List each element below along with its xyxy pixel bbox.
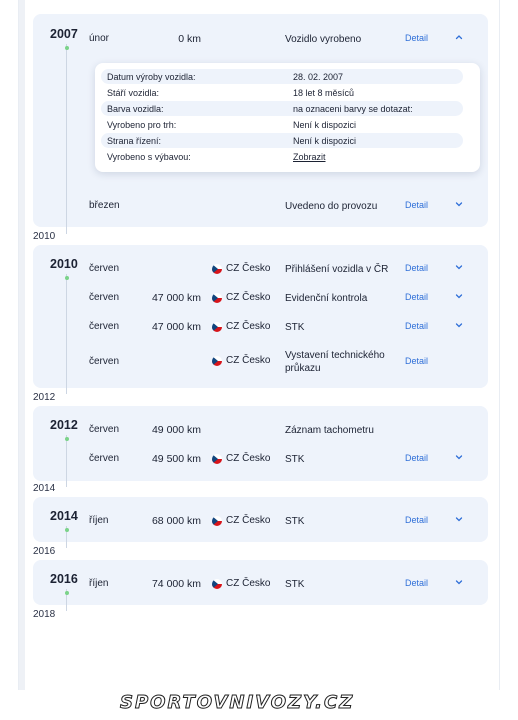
row-month: červen [89, 292, 120, 303]
row-month: říjen [89, 515, 109, 526]
group-year: 2014 [50, 509, 78, 523]
row-month: říjen [89, 578, 109, 589]
detail-link[interactable]: Detail [405, 321, 429, 331]
country-label: CZ Česko [226, 515, 271, 526]
popup-label: Datum výroby vozidla: [107, 72, 196, 82]
row-event: Přihlášení vozidla v ČR [285, 264, 389, 275]
row-month: červen [89, 356, 120, 367]
popup-row [101, 85, 463, 100]
show-equipment-link[interactable]: Zobrazit [293, 152, 326, 162]
row-country [212, 263, 270, 274]
popup-row [101, 117, 463, 132]
timeline-row [0, 321, 518, 337]
popup-label: Vyrobeno s výbavou: [107, 152, 191, 162]
row-country [212, 453, 270, 464]
row-event: STK [285, 322, 305, 333]
row-country [212, 578, 270, 589]
timeline-row [0, 349, 518, 377]
country-label: CZ Česko [226, 355, 271, 366]
chevron-down-icon[interactable] [454, 320, 464, 330]
czech-flag-icon [212, 322, 222, 332]
group-year: 2010 [50, 257, 78, 271]
chevron-down-icon[interactable] [454, 514, 464, 524]
row-event: Vystavení technického průkazu [285, 350, 385, 374]
row-km: 49 000 km [151, 424, 201, 436]
timeline-card-2012 [33, 406, 488, 481]
row-country [212, 515, 270, 526]
row-event: STK [285, 516, 305, 527]
detail-link[interactable]: Detail [405, 263, 429, 273]
row-month: březen [89, 200, 120, 211]
czech-flag-icon [212, 293, 222, 303]
row-country [212, 321, 270, 332]
row-event: Uvedeno do provozu [285, 201, 378, 212]
row-month: únor [89, 33, 110, 44]
detail-link[interactable]: Detail [405, 515, 429, 525]
popup-row [101, 133, 463, 148]
row-km: 49 500 km [151, 453, 201, 465]
row-km: 74 000 km [151, 578, 201, 590]
row-month: červen [89, 321, 120, 332]
czech-flag-icon [212, 579, 222, 589]
timeline-row [0, 578, 518, 594]
group-end-year: 2018 [33, 609, 56, 620]
popup-label: Barva vozidla: [107, 104, 164, 114]
chevron-down-icon[interactable] [454, 199, 464, 209]
detail-link[interactable]: Detail [405, 200, 429, 210]
timeline-row [0, 424, 518, 440]
country-label: CZ Česko [226, 453, 271, 464]
site-watermark: SPORTOVNIVOZY.CZ [120, 692, 355, 713]
popup-value: na oznaceni barvy se dotazat: [293, 104, 413, 114]
country-label: CZ Česko [226, 292, 271, 303]
popup-value: 28. 02. 2007 [293, 72, 344, 82]
row-country [212, 292, 270, 303]
row-event: STK [285, 454, 305, 465]
czech-flag-icon [212, 264, 222, 274]
chevron-down-icon[interactable] [454, 452, 464, 462]
group-end-year: 2012 [33, 392, 56, 403]
timeline-row [0, 33, 518, 49]
detail-link[interactable]: Detail [405, 356, 429, 366]
popup-value: 18 let 8 měsíců [293, 88, 355, 98]
row-km: 47 000 km [151, 292, 201, 304]
timeline-row [0, 200, 518, 216]
row-event: STK [285, 579, 305, 590]
czech-flag-icon [212, 454, 222, 464]
czech-flag-icon [212, 516, 222, 526]
country-label: CZ Česko [226, 263, 271, 274]
chevron-down-icon[interactable] [454, 577, 464, 587]
row-event: Vozidlo vyrobeno [285, 34, 362, 45]
row-country [212, 355, 270, 366]
group-year: 2007 [50, 27, 78, 41]
popup-row [101, 69, 463, 84]
detail-link[interactable]: Detail [405, 453, 429, 463]
group-year: 2016 [50, 572, 78, 586]
row-event: Evidenční kontrola [285, 293, 368, 304]
row-month: červen [89, 424, 120, 435]
popup-label: Stáří vozidla: [107, 88, 160, 98]
popup-value: Není k dispozici [293, 120, 357, 130]
detail-link[interactable]: Detail [405, 578, 429, 588]
country-label: CZ Česko [226, 578, 271, 589]
row-event: Záznam tachometru [285, 425, 374, 436]
popup-label: Vyrobeno pro trh: [107, 120, 177, 130]
group-end-year: 2010 [33, 231, 56, 242]
czech-flag-icon [212, 356, 222, 366]
row-month: červen [89, 453, 120, 464]
popup-value: Není k dispozici [293, 136, 357, 146]
timeline-row [0, 515, 518, 531]
vehicle-detail-popup [95, 63, 480, 172]
chevron-down-icon[interactable] [454, 291, 464, 301]
group-end-year: 2014 [33, 483, 56, 494]
row-km: 68 000 km [151, 515, 201, 527]
group-end-year: 2016 [33, 546, 56, 557]
timeline-row [0, 263, 518, 279]
country-label: CZ Česko [226, 321, 271, 332]
row-km: 47 000 km [151, 321, 201, 333]
detail-link[interactable]: Detail [405, 292, 429, 302]
chevron-down-icon[interactable] [454, 262, 464, 272]
timeline-row [0, 292, 518, 308]
timeline-row [0, 453, 518, 469]
detail-link[interactable]: Detail [405, 33, 429, 43]
popup-row [101, 149, 463, 164]
group-year: 2012 [50, 418, 78, 432]
popup-label: Strana řízení: [107, 136, 162, 146]
row-km: 0 km [178, 33, 201, 45]
chevron-up-icon[interactable] [454, 32, 464, 42]
row-month: červen [89, 263, 120, 274]
popup-row [101, 101, 463, 116]
